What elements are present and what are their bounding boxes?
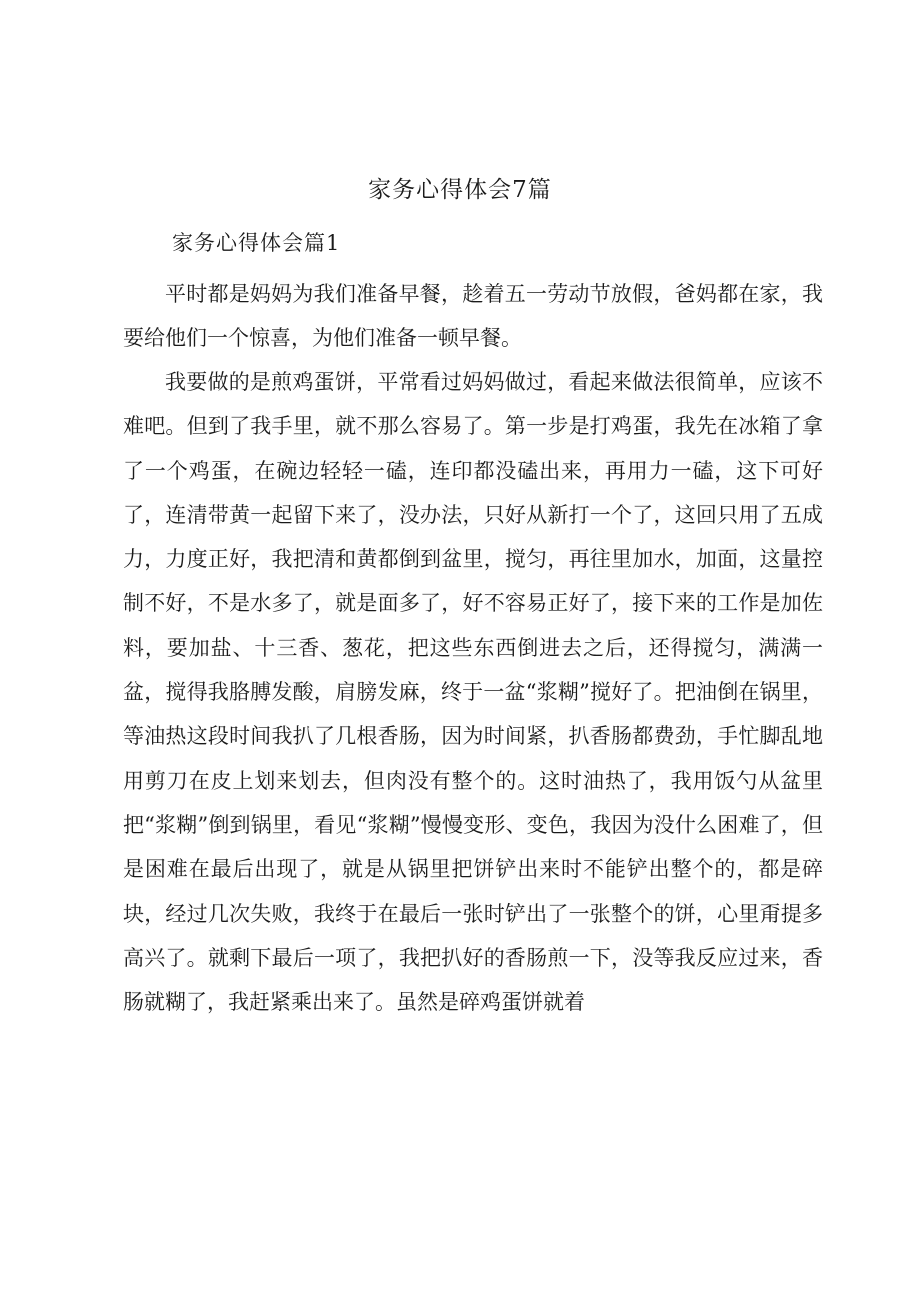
document-title: 家务心得体会7篇 <box>368 177 552 203</box>
section-heading: 家务心得体会篇1 <box>172 231 341 255</box>
paragraph-2: 我要做的是煎鸡蛋饼，平常看过妈妈做过，看起来做法很简单，应该不难吧。但到了我手里，就不那么容易了。第一步是打鸡蛋，我先在冰箱了拿了一个鸡蛋，在碗边轻轻一磕，连印都没磕出来，再用力一磕，这下可好了，连清带黄一起留下来了，没办法，只好从新打一个了，这回只用了五成力，力度正好，我把清和黄都倒到盆里，搅匀，再往里加水，加面，这量控制不好，不是水多了，就是面多了，好不容易正好了，接下来的工作是加佐料，要加盐、十三香、葱花，把这些东西倒进去之后，还得搅匀，满满一盆，搅得我胳膊发酸，肩膀发麻，终于一盆“浆糊”搅好了。把油倒在锅里，等油热这段时间我扒了几根香肠，因为时间紧，扒香肠都费劲，手忙脚乱地用剪刀在皮上划来划去，但肉没有整个的。这时油热了，我用饭勺从盆里把“浆糊”倒到锅里，看见“浆糊”慢慢变形、变色，我因为没什么困难了，但是困难在最后出现了，就是从锅里把饼铲出来时不能铲出整个的，都是碎块，经过几次失败，我终于在最后一张时铲出了一张整个的饼，心里甭提多高兴了。就剩下最后一项了，我把扒好的香肠煎一下，没等我反应过来，香肠就糊了，我赶紧乘出来了。虽然是碎鸡蛋饼就着 <box>123 370 823 1015</box>
paragraph-1: 平时都是妈妈为我们准备早餐，趁着五一劳动节放假，爸妈都在家，我要给他们一个惊喜，为他们准备一顿早餐。 <box>123 282 823 351</box>
